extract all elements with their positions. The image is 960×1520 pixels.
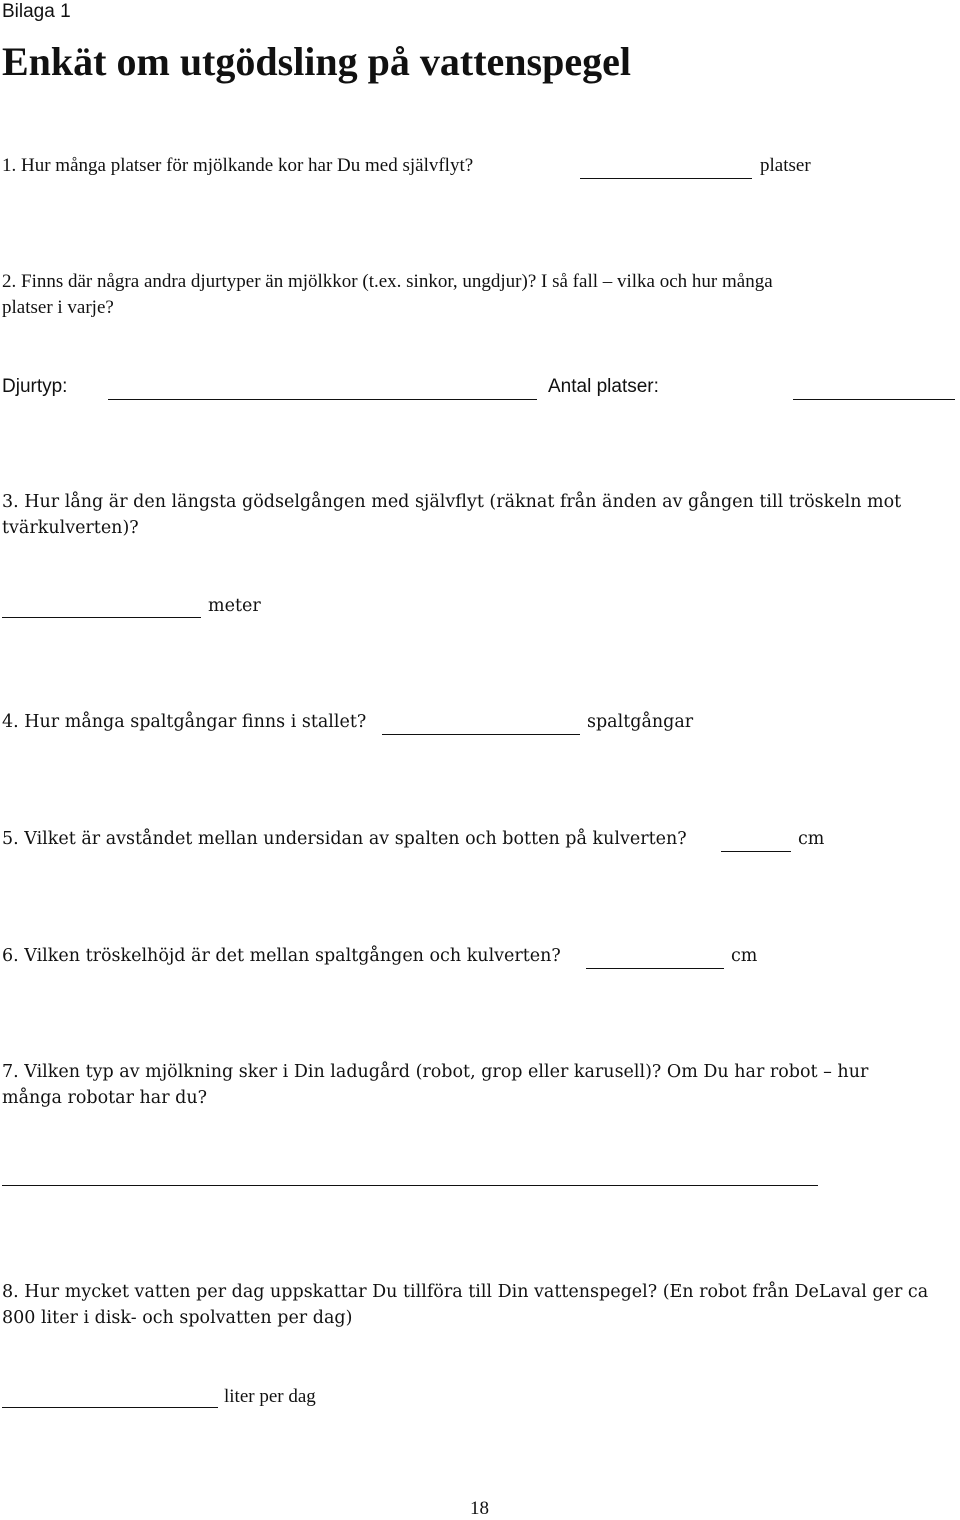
- place-count-field[interactable]: [793, 399, 955, 400]
- answer-field-spaltgangar[interactable]: [382, 734, 580, 735]
- unit-platser: platser: [760, 155, 811, 176]
- answer-field-liter-per-dag[interactable]: [2, 1407, 218, 1408]
- answer-field-milking-type[interactable]: [2, 1185, 818, 1186]
- answer-field-meter[interactable]: [2, 617, 201, 618]
- place-count-label: Antal platser:: [548, 376, 659, 397]
- question-2-line-2: platser i varje?: [2, 297, 114, 318]
- animal-type-field[interactable]: [108, 399, 537, 400]
- unit-meter: meter: [208, 596, 261, 616]
- question-3-line-2: tvärkulverten)?: [2, 518, 139, 538]
- page-number: 18: [470, 1498, 489, 1519]
- animal-type-label: Djurtyp:: [2, 376, 68, 397]
- question-2-line-1: 2. Finns där några andra djurtyper än mjölkkor (t.ex. sinkor, ungdjur)? I så fall – vilka och hur många: [2, 271, 773, 292]
- answer-field-threshold-cm[interactable]: [586, 968, 724, 969]
- answer-field-distance-cm[interactable]: [721, 851, 791, 852]
- question-3-line-1: 3. Hur lång är den längsta gödselgången med självflyt (räknat från änden av gången till tröskeln mot: [2, 492, 902, 512]
- unit-cm-q5: cm: [798, 829, 825, 849]
- question-6: 6. Vilken tröskelhöjd är det mellan spaltgången och kulverten?: [2, 946, 561, 966]
- unit-liter-per-dag: liter per dag: [224, 1386, 316, 1407]
- unit-spaltgangar: spaltgångar: [587, 712, 694, 732]
- unit-cm-q6: cm: [731, 946, 758, 966]
- question-5: 5. Vilket är avståndet mellan undersidan av spalten och botten på kulverten?: [2, 829, 687, 849]
- question-1: 1. Hur många platser för mjölkande kor har Du med självflyt?: [2, 155, 474, 176]
- question-7-line-1: 7. Vilken typ av mjölkning sker i Din ladugård (robot, grop eller karusell)? Om Du har robot – hur: [2, 1062, 869, 1082]
- question-7-line-2: många robotar har du?: [2, 1088, 208, 1108]
- page-title: Enkät om utgödsling på vattenspegel: [2, 39, 631, 84]
- question-4: 4. Hur många spaltgångar finns i stallet?: [2, 712, 367, 732]
- answer-field-platser[interactable]: [580, 178, 752, 179]
- question-8-line-1: 8. Hur mycket vatten per dag uppskattar Du tillföra till Din vattenspegel? (En robot från DeLaval ger ca: [2, 1282, 929, 1302]
- question-8-line-2: 800 liter i disk- och spolvatten per dag): [2, 1308, 353, 1328]
- appendix-label: Bilaga 1: [2, 1, 71, 22]
